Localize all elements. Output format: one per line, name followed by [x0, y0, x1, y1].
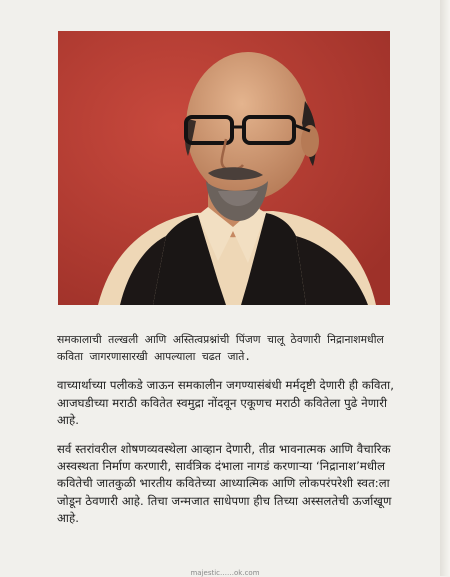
blurb [57, 331, 397, 539]
blurb-paragraph-3: सर्व स्तरांवरील शोषणव्यवस्थेला आव्हान देणारी, तीव्र भावनात्मक आणि वैचारिक अस्वस्थता निर्माण करणारी, सार्वत्रिक दंभाला नागडं करणाऱ्या ‘निद्रानाश’मधील कवितेची जातकुळी भारतीय कवितेच्या आध्यात्मिक आणि लोकपरंपरेशी स्वत:ला जोडून ठेवणारी आहे. तिचा जन्मजात साधेपणा हीच तिच्या अस्सलतेची ऊर्जाखूण आहे. [57, 442, 392, 525]
author-photo [58, 31, 390, 305]
footer-url: majestic……ok.com [190, 569, 260, 577]
blurb-paragraph-1: समकालाची तल्खली आणि अस्तित्वप्रश्नांची पिंजण चालू ठेवणारी निद्रानाशमधील कविता जागरणासारखी आपल्याला चढत जाते. [57, 333, 384, 364]
page-edge-shadow [440, 0, 450, 576]
blurb-paragraph-2: वाच्यार्थाच्या पलीकडे जाऊन समकालीन जगण्यासंबंधी मर्मदृष्टी देणारी ही कविता, आजघडीच्या मराठी कवितेत स्वमुद्रा नोंदवून एकूणच मराठी कवितेला पुढे नेणारी आहे. [57, 378, 394, 427]
author-portrait-illustration [58, 31, 390, 305]
